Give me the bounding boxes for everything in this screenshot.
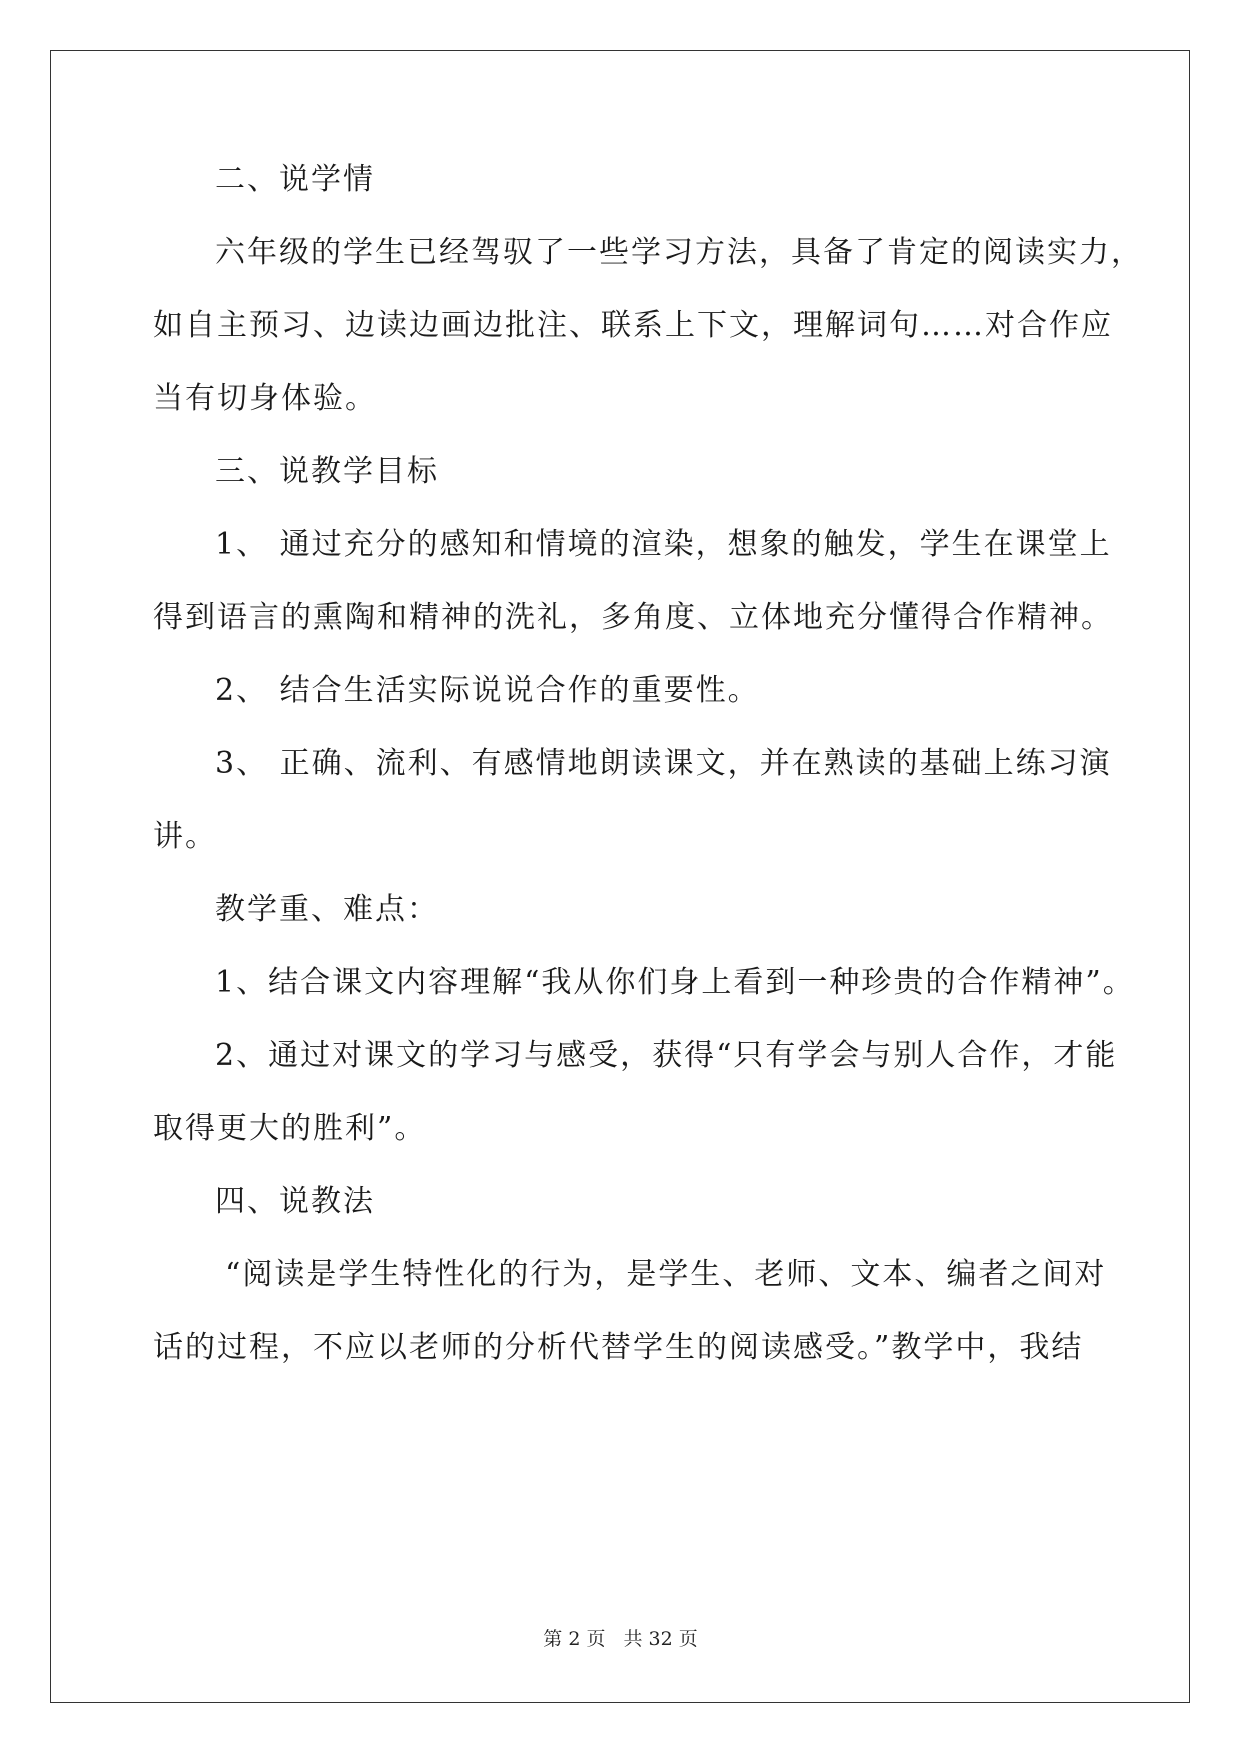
goal-item-2: 2、 结合生活实际说说合作的重要性。: [215, 673, 760, 708]
key-point-2: 2、通过对课文的学习与感受，获得“只有学会与别人合作，才能: [215, 1038, 1118, 1073]
paragraph-line: 讲。: [153, 819, 217, 854]
goal-item-3: 3、 正确、流利、有感情地朗读课文，并在熟读的基础上练习演: [215, 746, 1112, 781]
paragraph-line: 六年级的学生已经驾驭了一些学习方法，具备了肯定的阅读实力，: [215, 235, 1143, 270]
paragraph-line: “阅读是学生特性化的行为，是学生、老师、文本、编者之间对: [225, 1257, 1107, 1292]
page-footer: [0, 1627, 1241, 1651]
section-heading-learning-situation: 二、说学情: [215, 162, 375, 197]
section-heading-key-points: 教学重、难点：: [215, 892, 439, 927]
key-point-1: 1、结合课文内容理解“我从你们身上看到一种珍贵的合作精神”。: [215, 965, 1135, 1000]
page-border: [50, 50, 1190, 1703]
paragraph-line: 当有切身体验。: [153, 381, 377, 416]
section-heading-teaching-method: 四、说教法: [215, 1184, 375, 1219]
paragraph-line: 如自主预习、边读边画边批注、联系上下文，理解词句……对合作应: [153, 308, 1113, 343]
page-number: 第 2 页: [543, 1628, 606, 1650]
section-heading-teaching-goals: 三、说教学目标: [215, 454, 439, 489]
page-total: 共 32 页: [623, 1628, 698, 1650]
goal-item-1: 1、 通过充分的感知和情境的渲染，想象的触发，学生在课堂上: [215, 527, 1112, 562]
paragraph-line: 话的过程，不应以老师的分析代替学生的阅读感受。”教学中，我结: [153, 1330, 1084, 1365]
paragraph-line: 得到语言的熏陶和精神的洗礼，多角度、立体地充分懂得合作精神。: [153, 600, 1113, 635]
paragraph-line: 取得更大的胜利”。: [153, 1111, 427, 1146]
